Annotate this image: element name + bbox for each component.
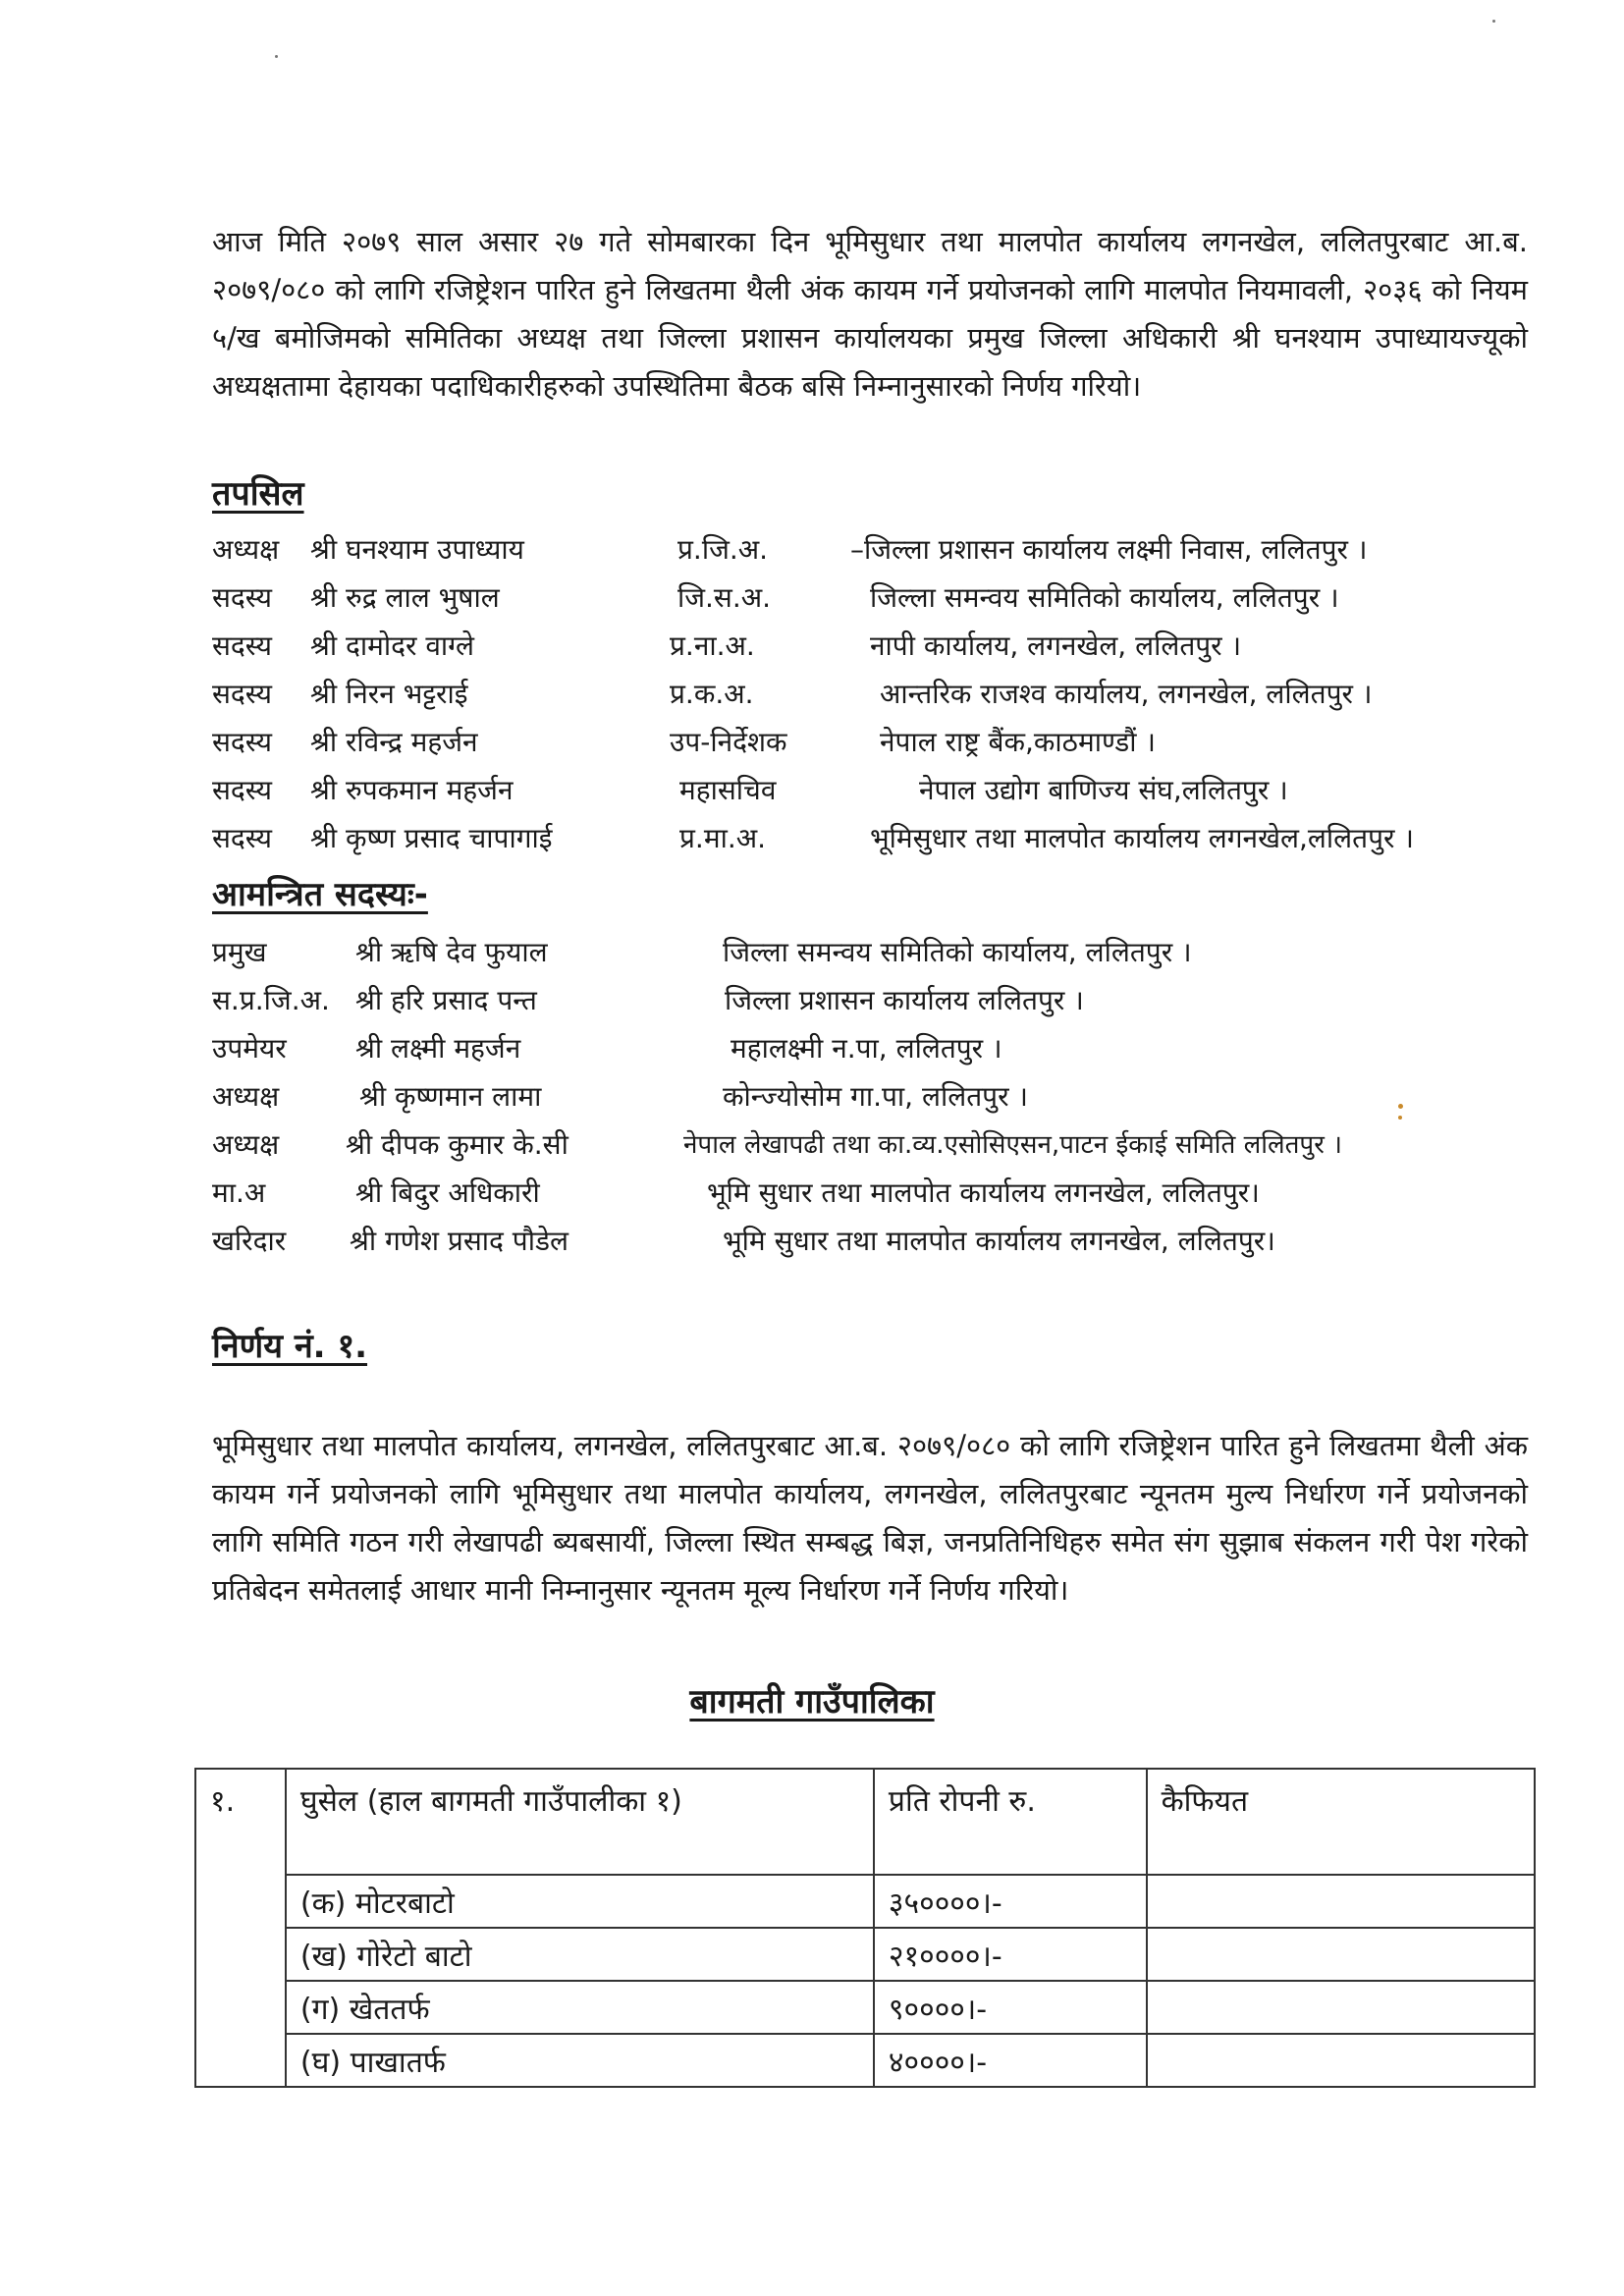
member-post: प्र.ना.अ. xyxy=(670,629,755,662)
rate-header-cell: प्रति रोपनी रु. xyxy=(874,1769,1147,1875)
member-name: श्री निरन भट्टराई xyxy=(310,678,468,710)
member-office: –जिल्ला प्रशासन कार्यालय लक्ष्मी निवास, ललितपुर । xyxy=(850,533,1368,566)
invited-name: श्री बिदुर अधिकारी xyxy=(355,1176,540,1209)
member-office: आन्तरिक राजश्व कार्यालय, लगनखेल, ललितपुर । xyxy=(880,678,1373,710)
member-role: सदस्य xyxy=(212,678,272,710)
member-office: जिल्ला समन्वय समितिको कार्यालय, ललितपुर । xyxy=(870,581,1339,614)
member-office: भूमिसुधार तथा मालपोत कार्यालय लगनखेल,ललितपुर । xyxy=(870,822,1414,854)
invited-office: भूमि सुधार तथा मालपोत कार्यालय लगनखेल, ललितपुर। xyxy=(707,1176,1260,1209)
invited-role: अध्यक्ष xyxy=(212,1128,280,1161)
invited-row xyxy=(212,1218,1547,1265)
invited-role: अध्यक्ष xyxy=(212,1080,280,1113)
invited-name: श्री कृष्णमान लामा xyxy=(359,1080,542,1113)
invited-row xyxy=(212,929,1547,976)
road-type-cell: (ख) गोरेटो बाटो xyxy=(286,1928,874,1981)
invited-row xyxy=(212,977,1547,1024)
member-post: प्र.मा.अ. xyxy=(679,822,767,854)
member-role: सदस्य xyxy=(212,822,272,854)
member-post: उप-निर्देशक xyxy=(670,726,787,758)
table-row xyxy=(195,2034,1535,2087)
remarks-cell xyxy=(1147,1875,1535,1928)
invited-office: जिल्ला समन्वय समितिको कार्यालय, ललितपुर । xyxy=(723,936,1192,968)
table-row xyxy=(195,1981,1535,2034)
member-role: सदस्य xyxy=(212,581,272,614)
rate-table-header-row xyxy=(195,1769,1535,1875)
invited-name: श्री हरि प्रसाद पन्त xyxy=(355,984,537,1016)
rate-cell: २१००००।- xyxy=(874,1928,1147,1981)
member-post: महासचिव xyxy=(679,774,777,806)
member-role: सदस्य xyxy=(212,774,272,806)
remarks-cell xyxy=(1147,2034,1535,2087)
member-post: जि.स.अ. xyxy=(677,581,772,614)
invited-office: नेपाल लेखापढी तथा का.व्य.एसोसिएसन,पाटन ईकाई समिति ललितपुर । xyxy=(683,1130,1342,1160)
invited-name: श्री लक्ष्मी महर्जन xyxy=(355,1032,521,1065)
decision-heading: निर्णय नं. १. xyxy=(212,1327,368,1366)
member-name: श्री रविन्द्र महर्जन xyxy=(310,726,478,758)
area-header-cell: घुसेल (हाल बागमती गाउँपालीका १) xyxy=(286,1769,874,1875)
intro-paragraph: आज मिति २०७९ साल असार २७ गते सोमबारका दिन भूमिसुधार तथा मालपोत कार्यालय लगनखेल, ललितपुरबाट आ.ब. २०७९/०८० को लागि रजिष्ट्रेशन पारित हुने लिखतमा थैली अंक कायम गर्ने प्रयोजनको लागि मालपोत नियमावली, २०३६ को नियम ५/ख बमोजिमको समितिका अध्यक्ष तथा जिल्ला प्रशासन कार्यालयका प्रमुख जिल्ला अधिकारी श्री घनश्याम उपाध्यायज्यूको अध्यक्षतामा देहायका पदाधिकारीहरुको उपस्थितिमा बैठक बसि निम्नानुसारको निर्णय गरियो। xyxy=(212,225,1528,403)
remarks-cell xyxy=(1147,1981,1535,2034)
invited-heading: आमन्त्रित सदस्यः- xyxy=(212,875,428,914)
rate-cell: ४००००।- xyxy=(874,2034,1147,2087)
member-office: नेपाल उद्योग बाणिज्य संघ,ललितपुर । xyxy=(919,774,1288,806)
rate-table xyxy=(194,1768,1536,2088)
invited-role: खरिदार xyxy=(212,1225,287,1257)
member-row xyxy=(212,719,1547,766)
member-row xyxy=(212,574,1547,622)
member-row xyxy=(212,815,1547,862)
invited-row xyxy=(212,1121,1547,1169)
road-type-cell: (ग) खेततर्फ xyxy=(286,1981,874,2034)
invited-name: श्री गणेश प्रसाद पौडेल xyxy=(350,1225,568,1257)
member-office: नापी कार्यालय, लगनखेल, ललितपुर । xyxy=(870,629,1242,662)
member-row xyxy=(212,526,1547,574)
member-name: श्री दामोदर वाग्ले xyxy=(310,629,474,662)
invited-name: श्री ऋषि देव फुयाल xyxy=(355,936,548,968)
member-name: श्री रुद्र लाल भुषाल xyxy=(310,581,500,614)
invited-row xyxy=(212,1170,1547,1217)
scan-speck xyxy=(1398,1116,1402,1120)
member-role: सदस्य xyxy=(212,726,272,758)
member-name: श्री रुपकमान महर्जन xyxy=(310,774,514,806)
member-role: अध्यक्ष xyxy=(212,533,280,566)
member-name: श्री घनश्याम उपाध्याय xyxy=(310,533,524,566)
invited-office: भूमि सुधार तथा मालपोत कार्यालय लगनखेल, ललितपुर। xyxy=(723,1225,1275,1257)
rate-cell: ३५००००।- xyxy=(874,1875,1147,1928)
decision-paragraph: भूमिसुधार तथा मालपोत कार्यालय, लगनखेल, ललितपुरबाट आ.ब. २०७९/०८० को लागि रजिष्ट्रेशन पारित हुने लिखतमा थैली अंक कायम गर्ने प्रयोजनको लागि भूमिसुधार तथा मालपोत कार्यालय, लगनखेल, ललितपुरबाट न्यूनतम मुल्य निर्धारण गर्ने प्रयोजनको लागि समिति गठन गरी लेखापढी ब्यबसायीं, जिल्ला स्थित सम्बद्ध बिज्ञ, जनप्रतिनिधिहरु समेत संग सुझाब संकलन गरी पेश गरेको प्रतिबेदन समेतलाई आधार मानी निम्नानुसार न्यूनतम मूल्य निर्धारण गर्ने निर्णय गरियो। xyxy=(212,1429,1528,1607)
remarks-header-cell: कैफियत xyxy=(1147,1769,1535,1875)
scan-speck xyxy=(275,55,278,58)
member-office: नेपाल राष्ट्र बैंक,काठमाण्डौं । xyxy=(880,726,1156,758)
invited-role: उपमेयर xyxy=(212,1032,287,1065)
scan-speck xyxy=(1398,1104,1403,1109)
table-row xyxy=(195,1928,1535,1981)
rate-cell: ९००००।- xyxy=(874,1981,1147,2034)
invited-role: मा.अ xyxy=(212,1176,266,1209)
invited-row xyxy=(212,1025,1547,1072)
member-row xyxy=(212,671,1547,718)
invited-office: महालक्ष्मी न.पा, ललितपुर । xyxy=(731,1032,1002,1065)
invited-row xyxy=(212,1073,1547,1121)
invited-role: स.प्र.जि.अ. xyxy=(212,984,330,1016)
member-role: सदस्य xyxy=(212,629,272,662)
section-title: बागमती गाउँपालिका xyxy=(689,1682,935,1722)
table-row xyxy=(195,1875,1535,1928)
tapasil-heading: तपसिल xyxy=(212,474,304,514)
invited-name: श्री दीपक कुमार के.सी xyxy=(346,1128,568,1161)
member-name: श्री कृष्ण प्रसाद चापागाई xyxy=(310,822,553,854)
road-type-cell: (क) मोटरबाटो xyxy=(286,1875,874,1928)
member-row xyxy=(212,623,1547,670)
serial-cell: १. xyxy=(195,1769,286,2087)
remarks-cell xyxy=(1147,1928,1535,1981)
invited-role: प्रमुख xyxy=(212,936,267,968)
member-row xyxy=(212,767,1547,814)
member-post: प्र.जि.अ. xyxy=(677,533,769,566)
road-type-cell: (घ) पाखातर्फ xyxy=(286,2034,874,2087)
invited-office: कोन्ज्योसोम गा.पा, ललितपुर । xyxy=(723,1080,1029,1113)
scan-speck xyxy=(1492,20,1495,23)
member-post: प्र.क.अ. xyxy=(670,678,754,710)
invited-office: जिल्ला प्रशासन कार्यालय ललितपुर । xyxy=(725,984,1084,1016)
